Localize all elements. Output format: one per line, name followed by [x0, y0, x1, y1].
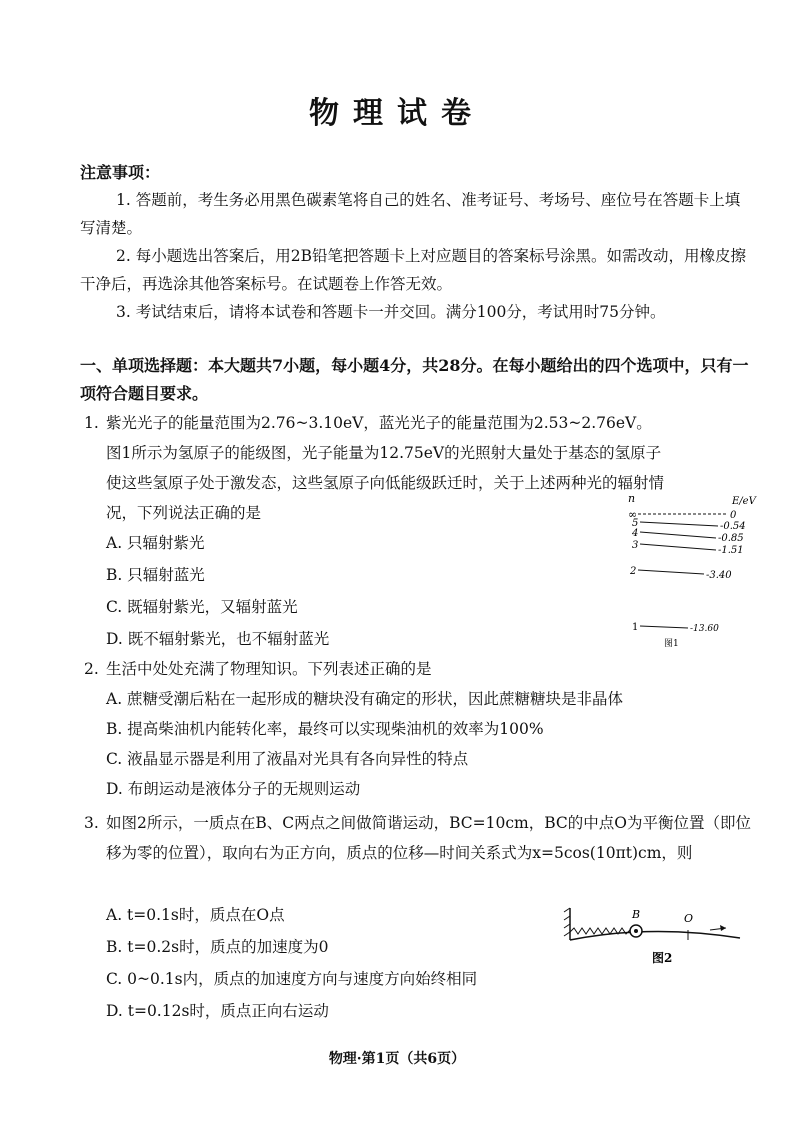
q3-option-a: A. t=0.1s时，质点在O点: [106, 906, 285, 924]
level-n-3: 3: [632, 540, 639, 551]
level-n-inf: ∞: [628, 508, 638, 521]
notice-item-2: 2. 每小题选出答案后，用2B铅笔把答题卡上对应题目的答案标号涂黑。如需改动，用橡皮擦干净后，再选涂其他答案标号。在试题卷上作答无效。: [80, 247, 746, 293]
level-n-2: 2: [630, 566, 637, 577]
page-footer: 物理·第1页（共6页）: [328, 1051, 466, 1067]
level-line-3: [640, 544, 716, 550]
level-e-1: -13.60: [690, 624, 719, 634]
q1-option-a: A. 只辐射紫光: [106, 534, 205, 552]
notice-heading: 注意事项：: [80, 163, 161, 182]
level-line-2: [638, 570, 704, 574]
energy-axis-label: E/eV: [732, 496, 756, 507]
q2-option-c: C. 液晶显示器是利用了液晶对光具有各向异性的特点: [106, 750, 469, 768]
q3-option-b: B. t=0.2s时，质点的加速度为0: [106, 938, 329, 956]
level-e-5: -0.54: [720, 521, 746, 532]
question-number: 1.: [84, 414, 99, 432]
q2-option-b: B. 提高柴油机内能转化率，最终可以实现柴油机的效率为100%: [106, 720, 544, 738]
q3-option-d: D. t=0.12s时，质点正向右运动: [106, 1002, 329, 1020]
energy-level-diagram: [624, 490, 764, 650]
q2-option-d: D. 布朗运动是液体分子的无规则运动: [106, 780, 361, 798]
q3-option-c: C. 0~0.1s内，质点的加速度方向与速度方向始终相同: [106, 970, 478, 988]
level-e-2: -3.40: [706, 570, 732, 581]
level-e-inf: 0: [730, 510, 737, 521]
q2-option-a: A. 蔗糖受潮后粘在一起形成的糖块没有确定的形状，因此蔗糖糖块是非晶体: [106, 690, 624, 708]
question-number: 3.: [84, 814, 99, 832]
point-b-label: B: [632, 908, 641, 921]
notice-item-1: 1. 答题前，考生务必用黑色碳素笔将自己的姓名、准考证号、考场号、座位号在答题卡上填写清楚。: [80, 191, 741, 237]
track-surface: [570, 931, 740, 940]
notice-item-3: 3. 考试结束后，请将本试卷和答题卡一并交回。满分100分，考试用时75分钟。: [116, 303, 666, 321]
question-3: [84, 808, 756, 868]
level-n-5: 5: [632, 518, 639, 529]
question-2: [84, 654, 756, 684]
level-line-5: [640, 522, 718, 526]
level-line-1: [640, 626, 688, 628]
page-title: 物理试卷: [309, 96, 485, 131]
question-stem: 生活中处处充满了物理知识。下列表述正确的是: [106, 660, 432, 678]
level-n-4: 4: [632, 528, 639, 539]
level-e-4: -0.85: [718, 533, 744, 544]
q1-option-c: C. 既辐射紫光，又辐射蓝光: [106, 598, 298, 616]
q1-option-b: B. 只辐射蓝光: [106, 566, 205, 584]
section-heading: 一、单项选择题：本大题共7小题，每小题4分，共28分。在每小题给出的四个选项中，只有一项符合题目要求。: [80, 356, 749, 403]
point-o-label: O: [684, 912, 694, 925]
level-e-3: -1.51: [718, 545, 744, 556]
n-axis-label: n: [628, 492, 636, 505]
level-n-1: 1: [632, 622, 639, 633]
q1-option-d: D. 既不辐射紫光，也不辐射蓝光: [106, 630, 330, 648]
level-line-4: [640, 532, 716, 538]
figure-2-caption: 图2: [652, 951, 673, 965]
question-number: 2.: [84, 660, 99, 678]
figure-1-caption: 图1: [664, 639, 679, 649]
question-stem: 紫光光子的能量范围为2.76~3.10eV，蓝光光子的能量范围为2.53~2.76eV。图1所示为氢原子的能级图，光子能量为12.75eV的光照射大量处于基态的氢原子使这些氢原子处于激发态，这些氢原子向低能级跃迁时，关于上述两种光的辐射情况，下列说法正确的是: [106, 414, 665, 522]
question-stem: 如图2所示，一质点在B、C两点之间做简谐运动，BC=10cm，BC的中点O为平衡位置（即位移为零的位置），取向右为正方向，质点的位移—时间关系式为x=5cos(10πt)cm，则: [106, 814, 751, 862]
spring-oscillator-figure: [560, 900, 750, 980]
